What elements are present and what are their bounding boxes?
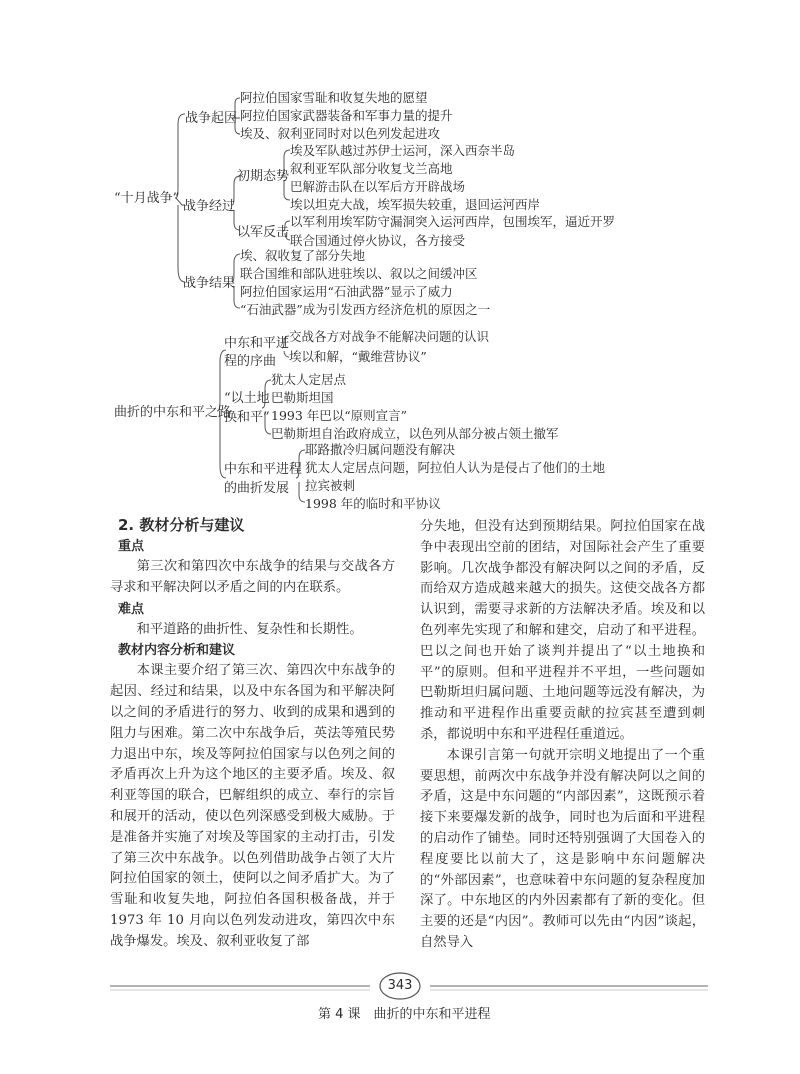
right-paragraph-1: 分失地，但没有达到预期结果。阿拉伯国家在战争中表现出空前的团结，对国际社会产生了重要影响。几次战争都没有解决阿以之间的矛盾，反而给双方造成越来越大的损失。这使交战各方都认识到，需要寻求新的方法解决矛盾。埃及和以色列率先实现了和解和建交，启动了和平进程。巴以之间也开始了谈判并提出了“以土地换和平”的原则。但和平进程并不平坦，一些问题如巴勒斯坦归属问题、土地问题等远没有解决，为推动和平进程作出重要贡献的拉宾甚至遭到刺杀，都说明中东和平进程任重道远。 bbox=[420, 519, 705, 742]
content-analysis-paragraph: 本课主要介绍了第三次、第四次中东战争的起因、经过和结果，以及中东各国为和平解决阿以之间的矛盾进行的努力、收到的成果和遇到的阻力与困难。第二次中东战争后，英法等殖民势力退出中东，埃及等阿拉伯国家与以色列之间的矛盾再次上升为这个地区的主要矛盾。埃及、叙利亚等国的联合，巴解组织的成立、奉行的宗旨和展开的活动，使以色列深感受到极大威胁。于是准备并实施了对埃及等国家的主动打击，引发了第三次中东战争。以色列借助战争占领了大片阿拉伯国家的领土，使阿以之间矛盾扩大。为了雪耻和收复失地，阿拉伯各国积极备战，并于 1973 年 10 月向以色列发动进攻，第四次中东战争爆发。埃及、叙利亚收复了部 bbox=[110, 663, 395, 949]
list-item: 埃以坦克大战，埃军损失较重，退回运河西岸 bbox=[290, 197, 541, 212]
branch-prelude-label-line1: 中东和平进 bbox=[224, 336, 290, 351]
branch-setbacks-label-line2: 的曲折发展 bbox=[224, 481, 290, 496]
branch-result-label: 战争结果 bbox=[183, 276, 236, 291]
branch-process-label: 战争经过 bbox=[183, 199, 236, 214]
difficulty-heading: 难点 bbox=[118, 601, 145, 617]
difficulty-text: 和平道路的曲折性、复杂性和长期性。 bbox=[136, 621, 363, 637]
list-item: 埃、叙收复了部分失地 bbox=[240, 248, 366, 263]
right-paragraph-2: 本课引言第一句就开宗明义地提出了一个重要思想，前两次中东战争并没有解决阿以之间的矛盾，这是中东问题的“内部因素”，这既预示着接下来要爆发新的战争，同时也为后面和平进程的启动作了铺垫。同时还特别强调了大国卷入的程度要比以前大了，这是影响中东问题解决的“外部因素”，也意味着中东问题的复杂程度加深了。中东地区的内外因素都有了新的变化。但主要的还是“内因”。教师可以先由“内因”谈起，自然导入 bbox=[420, 747, 705, 950]
branch-prelude-label-line2: 程的序曲 bbox=[224, 354, 277, 369]
list-item: 联合国通过停火协议，各方接受 bbox=[290, 233, 466, 248]
list-item: 巴解游击队在以军后方开辟战场 bbox=[290, 179, 466, 194]
list-item: 联合国维和部队进驻埃以、叙以之间缓冲区 bbox=[240, 266, 478, 281]
section-title: 2. 教材分析与建议 bbox=[118, 516, 245, 534]
lesson-title: 第 4 课 曲折的中东和平进程 bbox=[318, 1007, 491, 1022]
mindmap2-root: 曲折的中东和平之路 bbox=[114, 405, 232, 420]
list-item: 1993 年巴以“原则宣言” bbox=[271, 408, 408, 423]
list-item: 交战各方对战争不能解决问题的认识 bbox=[289, 329, 490, 344]
list-item: “石油武器”成为引发西方经济危机的原因之一 bbox=[240, 302, 491, 317]
list-item: 阿拉伯国家雪耻和收复失地的愿望 bbox=[240, 90, 428, 105]
branch-land-for-peace-label-line1: “以土地 bbox=[224, 391, 270, 406]
mindmap1-root: “十月战争” bbox=[114, 191, 180, 206]
list-item: 犹太人定居点 bbox=[271, 372, 347, 387]
list-item: 耶路撒冷归属问题没有解决 bbox=[305, 442, 456, 457]
list-item: 巴勒斯坦自治政府成立，以色列从部分被占领土撤军 bbox=[271, 426, 559, 441]
list-item: 埃以和解，“戴维营协议” bbox=[289, 349, 427, 364]
key-points-heading: 重点 bbox=[118, 539, 145, 554]
key-points-text: 第三次和第四次中东战争的结果与交战各方寻求和平解决阿以矛盾之间的内在联系。 bbox=[110, 559, 395, 595]
list-item: 巴勒斯坦国 bbox=[271, 390, 334, 405]
branch-cause-label: 战争起因 bbox=[185, 111, 238, 126]
page-number: 343 bbox=[387, 978, 413, 993]
list-item: 1998 年的临时和平协议 bbox=[305, 496, 441, 511]
list-item: 阿拉伯国家运用“石油武器”显示了威力 bbox=[240, 284, 453, 299]
branch-counter-label: 以军反击 bbox=[237, 225, 290, 240]
list-item: 拉宾被刺 bbox=[305, 478, 356, 493]
list-item: 以军利用埃军防守漏洞突入运河西岸，包围埃军，逼近开罗 bbox=[290, 214, 616, 229]
list-item: 埃及军队越过苏伊士运河，深入西奈半岛 bbox=[290, 143, 516, 158]
branch-setbacks-label-line1: 中东和平进程 bbox=[224, 462, 303, 477]
branch-initial-label: 初期态势 bbox=[237, 169, 290, 184]
branch-land-for-peace-label-line2: 换和平” bbox=[224, 410, 270, 425]
list-item: 阿拉伯国家武器装备和军事力量的提升 bbox=[240, 108, 453, 123]
list-item: 犹太人定居点问题，阿拉伯人认为是侵占了他们的土地 bbox=[305, 460, 606, 475]
list-item: 埃及、叙利亚同时对以色列发起进攻 bbox=[240, 126, 441, 141]
list-item: 叙利亚军队部分收复戈兰高地 bbox=[290, 161, 453, 176]
content-analysis-heading: 教材内容分析和建议 bbox=[118, 643, 236, 659]
